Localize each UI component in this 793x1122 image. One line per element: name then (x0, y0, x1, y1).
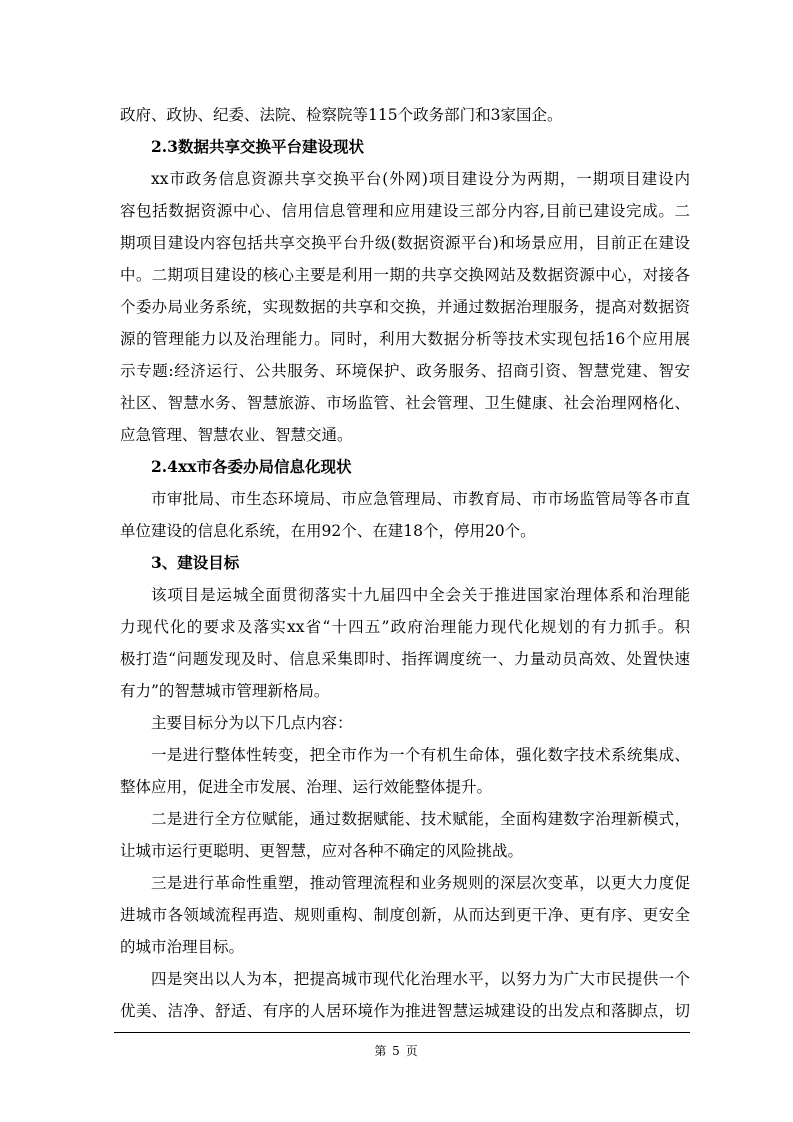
body-line: 力现代化的要求及落实xx省“十四五”政府治理能力现代化规划的有力抓手。积 (120, 618, 690, 636)
body-line: xx市政务信息资源共享交换平台(外网)项目建设分为两期，一期项目建设内 (151, 170, 690, 188)
document-body (120, 103, 690, 1031)
body-line: 主要目标分为以下几点内容： (151, 714, 353, 732)
body-line: 个委办局业务系统，实现数据的共享和交换，并通过数据治理服务，提高对数据资 (120, 298, 690, 316)
body-line: 二是进行全方位赋能，通过数据赋能、技术赋能，全面构建数字治理新模式， (151, 810, 690, 828)
body-line: 单位建设的信息化系统，在用92个、在建18个，停用20个。 (120, 522, 536, 540)
body-line: 该项目是运城全面贯彻落实十九届四中全会关于推进国家治理体系和治理能 (151, 586, 690, 604)
body-line: 整体应用，促进全市发展、治理、运行效能整体提升。 (120, 778, 493, 796)
body-line: 期项目建设内容包括共享交换平台升级(数据资源平台)和场景应用，目前正在建设 (120, 234, 690, 252)
body-line: 进城市各领域流程再造、规则重构、制度创新，从而达到更干净、更有序、更安全 (120, 906, 690, 924)
body-line: 社区、智慧水务、智慧旅游、市场监管、社会管理、卫生健康、社会治理网格化、 (120, 394, 690, 412)
body-line: 示专题:经济运行、公共服务、环境保护、政务服务、招商引资、智慧党建、智安 (120, 362, 690, 380)
section-heading-2-4: 2.4xx市各委办局信息化现状 (151, 457, 352, 476)
body-line: 优美、洁净、舒适、有序的人居环境作为推进智慧运城建设的出发点和落脚点，切 (120, 1002, 690, 1020)
section-heading-3: 3、建设目标 (151, 553, 240, 572)
body-line: 容包括数据资源中心、信用信息管理和应用建设三部分内容,目前已建设完成。二 (120, 202, 690, 220)
body-line: 一是进行整体性转变，把全市作为一个有机生命体，强化数字技术系统集成、 (151, 746, 690, 764)
body-line: 极打造“问题发现及时、信息采集即时、指挥调度统一、力量动员高效、处置快速 (120, 650, 690, 668)
body-line: 有力”的智慧城市管理新格局。 (120, 682, 330, 700)
body-line: 源的管理能力以及治理能力。同时，利用大数据分析等技术实现包括16个应用展 (120, 330, 690, 348)
body-line: 中。二期项目建设的核心主要是利用一期的共享交换网站及数据资源中心，对接各 (120, 266, 690, 284)
body-line: 四是突出以人为本，把提高城市现代化治理水平，以努力为广大市民提供一个 (151, 970, 690, 988)
page-number: 第 5 页 (374, 1044, 419, 1058)
footer-divider (114, 1032, 690, 1033)
section-heading-2-3: 2.3数据共享交换平台建设现状 (151, 137, 364, 156)
body-line: 三是进行革命性重塑，推动管理流程和业务规则的深层次变革，以更大力度促 (151, 874, 690, 892)
body-line: 市审批局、市生态环境局、市应急管理局、市教育局、市市场监管局等各市直 (151, 490, 690, 508)
body-line: 应急管理、智慧农业、智慧交通。 (120, 426, 353, 444)
body-line: 政府、政协、纪委、法院、检察院等115个政务部门和3家国企。 (120, 106, 563, 124)
body-line: 让城市运行更聪明、更智慧，应对各种不确定的风险挑战。 (120, 842, 524, 860)
body-line: 的城市治理目标。 (120, 938, 245, 956)
